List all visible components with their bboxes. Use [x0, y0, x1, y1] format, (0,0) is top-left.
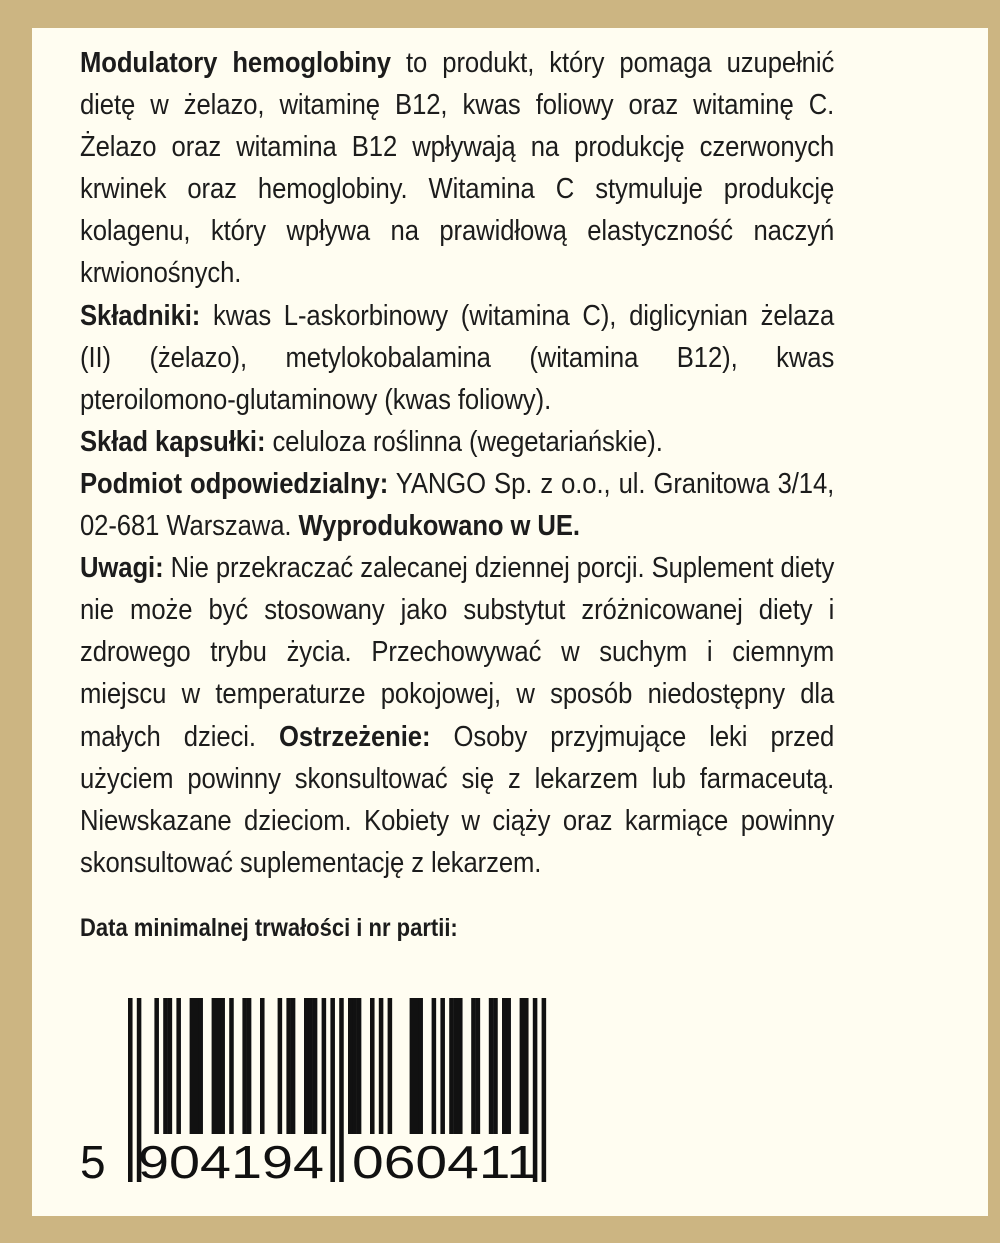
capsule-text: celuloza roślinna (wegetariańskie).: [265, 425, 663, 458]
barcode-guard-bar: [330, 998, 335, 1182]
barcode-bar: [476, 998, 481, 1134]
barcode-bar: [458, 998, 463, 1134]
barcode-bar: [489, 998, 494, 1134]
barcode-bar: [379, 998, 384, 1134]
barcode-bar: [357, 998, 362, 1134]
barcode-bar: [194, 998, 199, 1134]
barcode-guard-bar: [128, 998, 133, 1182]
responsible-label: Podmiot odpowiedzialny:: [80, 467, 389, 500]
barcode-bar: [418, 998, 423, 1134]
barcode-right-digits: 060411: [352, 1136, 538, 1184]
barcode-left-digits: 904194: [138, 1136, 324, 1184]
barcode-bar: [308, 998, 313, 1134]
responsible-paragraph: [80, 463, 834, 547]
capsule-paragraph: [80, 421, 834, 463]
barcode-bar: [322, 998, 327, 1134]
barcode-bar: [260, 998, 265, 1134]
capsule-label: Skład kapsułki:: [80, 425, 266, 458]
barcode-bar: [414, 998, 419, 1134]
barcode-bar: [163, 998, 168, 1134]
barcode-bar: [291, 998, 296, 1134]
barcode-guard-bar: [542, 998, 547, 1182]
barcode-bar: [520, 998, 525, 1134]
intro-paragraph: [80, 42, 834, 295]
barcode-guard-bar: [339, 998, 344, 1182]
ingredients-label: Składniki:: [80, 299, 201, 332]
barcode-bar: [216, 998, 221, 1134]
responsible-text: YANGO Sp. z o.o., ul. Granitowa 3/14, 02-681 Warszawa.: [80, 467, 835, 543]
barcode-bar: [176, 998, 181, 1134]
barcode-bar: [242, 998, 247, 1134]
barcode-bar: [154, 998, 159, 1134]
barcode-bar: [410, 998, 415, 1134]
barcode-graphic: [76, 996, 596, 1184]
barcode-bar: [168, 998, 173, 1134]
barcode-bar: [304, 998, 309, 1134]
barcode-bar: [454, 998, 459, 1134]
barcode-bar: [313, 998, 318, 1134]
barcode-bar: [278, 998, 283, 1134]
intro-text: to produkt, który pomaga uzupełnić dietę w żelazo, witaminę B12, kwas foliowy oraz witaminę C. Żelazo oraz witamina B12 wpływają na produkcję czerwonych krwinek oraz hemoglobiny. Witamina C stymuluje produkcję kolagenu, który wpływa na prawidłową elastyczność naczyń krwionośnych.: [80, 47, 835, 290]
barcode-first-digit: 5: [80, 1136, 106, 1184]
barcode-bar: [348, 998, 353, 1134]
notes-text: Nie przekraczać zalecanej dziennej porcji. Suplement diety nie może być stosowany jako substytut zróżnicowanej diety i zdrowego trybu życia. Przechowywać w suchym i ciemnym miejscu w temperaturze pokojowej, w sposób niedostępny dla małych dzieci.: [80, 552, 835, 753]
warning-text: Osoby przyjmujące leki przed użyciem powinny skonsultować się z lekarzem lub farmaceutą. Niewskazane dzieciom. Kobiety w ciąży oraz karmiące powinny skonsultować suplementację z lekarzem.: [80, 720, 835, 879]
barcode: [76, 996, 596, 1184]
ingredients-paragraph: [80, 295, 834, 421]
barcode-bar: [352, 998, 357, 1134]
barcode-bar: [388, 998, 393, 1134]
barcode-bar: [432, 998, 437, 1134]
barcode-bar: [220, 998, 225, 1134]
barcode-bar: [506, 998, 511, 1134]
label-text: [80, 42, 834, 884]
product-name: Modulatory hemoglobiny: [80, 47, 391, 79]
ingredients-text: kwas L-askorbinowy (witamina C), diglicynian żelaza (II) (żelazo), metylokobalamina (witamina B12), kwas pteroilomono-glutaminowy (kwas foliowy).: [80, 299, 835, 416]
made-in-text: Wyprodukowano w UE.: [298, 510, 580, 543]
barcode-bar: [370, 998, 375, 1134]
barcode-bar: [198, 998, 203, 1134]
barcode-bar: [493, 998, 498, 1134]
barcode-bar: [440, 998, 445, 1134]
barcode-bar: [190, 998, 195, 1134]
barcode-bar: [449, 998, 454, 1134]
barcode-bar: [524, 998, 529, 1134]
warning-label: Ostrzeżenie:: [278, 720, 431, 753]
barcode-bar: [229, 998, 234, 1134]
barcode-bar: [212, 998, 217, 1134]
notes-paragraph: [80, 547, 834, 884]
barcode-bar: [286, 998, 291, 1134]
notes-label: Uwagi:: [80, 552, 164, 585]
barcode-bar: [247, 998, 252, 1134]
barcode-bar: [471, 998, 476, 1134]
product-label: [32, 28, 988, 1216]
barcode-bar: [502, 998, 507, 1134]
expiry-label: Data minimalnej trwałości i nr partii:: [80, 914, 458, 942]
